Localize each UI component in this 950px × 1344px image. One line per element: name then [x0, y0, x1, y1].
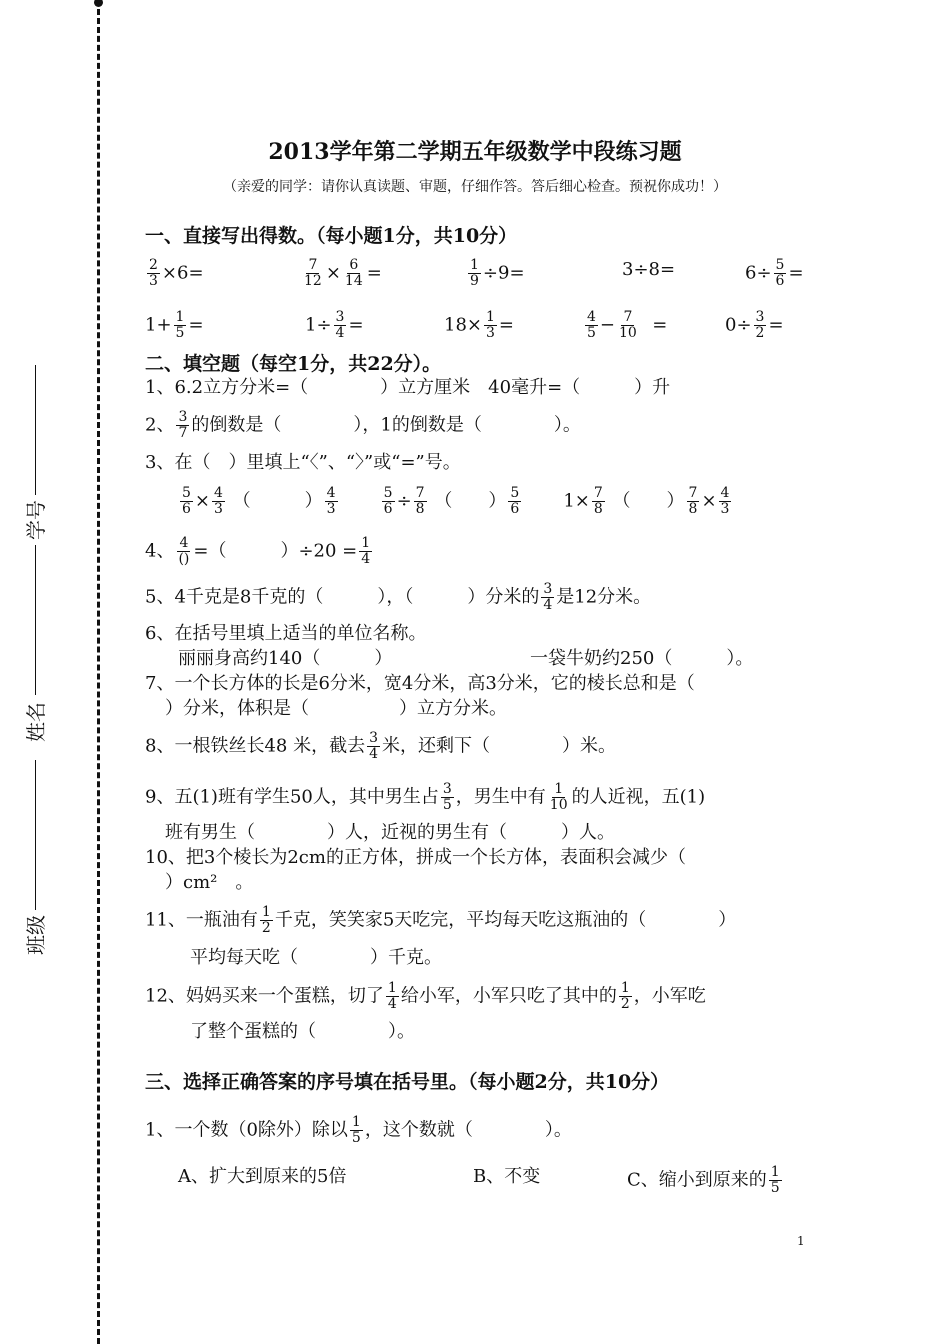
- calc-10: 0÷ $\frac{3}{2}$ =: [725, 309, 784, 341]
- fill-q7-line2: ）分米，体积是（ ）立方分米。: [165, 698, 507, 719]
- choice-q1-option-c[interactable]: C、缩小到原来的 $\frac{1}{5}$: [627, 1164, 780, 1196]
- calc-8: 18× $\frac{1}{3}$ =: [444, 309, 515, 341]
- calc-5: 6÷ $\frac{5}{6}$ =: [745, 257, 804, 289]
- calc-3: $\frac{1}{9}$ ÷9=: [470, 257, 525, 289]
- student-id-label: 学号: [24, 500, 48, 540]
- fill-q9-line2: 班有男生（ ）人，近视的男生有（ ）人。: [165, 822, 615, 843]
- calc-1: $\frac{2}{3}$ ×6=: [149, 257, 204, 289]
- fill-q10-line2: ）cm² 。: [165, 872, 254, 893]
- fill-q8: 8、一根铁丝长48 米，截去 $\frac{3}{4}$ 米，还剩下（ ）米。: [145, 730, 616, 762]
- calc-2: $\frac{7}{12}$ × $\frac{6}{14}$ =: [304, 257, 382, 289]
- fill-q3: 3、在（ ）里填上“〈”、“〉”或“=”号。: [145, 452, 461, 473]
- fill-q11-line2: 平均每天吃（ ）千克。: [190, 947, 442, 968]
- name-line[interactable]: [35, 545, 36, 695]
- calc-7: 1÷ $\frac{3}{4}$ =: [305, 309, 364, 341]
- fill-q9-line1: 9、五(1)班有学生50人，其中男生占 $\frac{3}{5}$ ，男生中有 $\frac{1}{10}$ 的人近视，五(1): [145, 781, 706, 813]
- name-label: 姓名: [24, 702, 48, 742]
- choice-q1: 1、一个数（0除外）除以 $\frac{1}{5}$ ，这个数就（ ）。: [145, 1114, 572, 1146]
- fill-q3-compare-row: $\frac{5}{6}$ × $\frac{4}{3}$ （ ） $\frac{4}{3}$ $\frac{5}{6}$ ÷ $\frac{7}{8}$ （ ） $\frac{5}{6}$ 1× $\frac{7}{8}$ （ ） $\frac{7}{8}$ × $\frac{4}{3}$: [182, 485, 730, 517]
- fill-q4: 4、 $\frac{4}{()}$ =（ ）÷20 = $\frac{1}{4}$: [145, 535, 371, 567]
- fill-q6: 6、在括号里填上适当的单位名称。: [145, 623, 427, 644]
- fill-q1: 1、6.2立方分米=（ ）立方厘米 40毫升=（ ）升: [145, 377, 671, 398]
- page-number: 1: [797, 1234, 805, 1248]
- section-2-heading: 二、填空题（每空1分，共22分）。: [145, 353, 442, 375]
- choice-q1-option-a[interactable]: A、扩大到原来的5倍: [178, 1166, 347, 1187]
- fill-q6-a: 丽丽身高约140（ ）: [178, 648, 393, 669]
- student-id-line[interactable]: [35, 365, 36, 495]
- class-line[interactable]: [35, 760, 36, 910]
- fill-q2: 2、 $\frac{3}{7}$ 的倒数是（ ），1的倒数是（ ）。: [145, 409, 581, 441]
- fill-q12-line2: 了整个蛋糕的（ ）。: [190, 1021, 415, 1042]
- section-1-heading: 一、直接写出得数。（每小题1分，共10分）: [145, 225, 518, 247]
- fill-q11-line1: 11、一瓶油有 $\frac{1}{2}$ 千克，笑笑家5天吃完，平均每天吃这瓶油的（ ）: [145, 904, 737, 936]
- calc-9: $\frac{4}{5}$ − $\frac{7}{10}$ =: [587, 309, 668, 341]
- page-note: （亲爱的同学：请你认真读题、审题，仔细作答。答后细心检查。预祝你成功！）: [223, 179, 727, 195]
- page-title: 2013学年第二学期五年级数学中段练习题: [268, 139, 682, 165]
- fill-q7-line1: 7、一个长方体的长是6分米，宽4分米，高3分米，它的棱长总和是（: [145, 673, 695, 694]
- choice-q1-option-b[interactable]: B、不变: [473, 1166, 541, 1187]
- fill-q10-line1: 10、把3个棱长为2cm的正方体，拼成一个长方体，表面积会减少（: [145, 847, 686, 868]
- section-3-heading: 三、选择正确答案的序号填在括号里。（每小题2分，共10分）: [145, 1071, 670, 1093]
- fill-q5: 5、4千克是8千克的（ ），（ ）分米的 $\frac{3}{4}$ 是12分米。: [145, 581, 652, 613]
- binding-dashed-line: [97, 0, 100, 1344]
- fill-q12-line1: 12、妈妈买来一个蛋糕，切了 $\frac{1}{4}$ 给小军，小军只吃了其中的 $\frac{1}{2}$ ，小军吃: [145, 980, 706, 1012]
- fill-q6-b: 一袋牛奶约250（ ）。: [530, 648, 754, 669]
- calc-4: 3÷8=: [622, 259, 676, 280]
- fraction: $\frac{2}{3}$: [149, 257, 158, 289]
- calc-6: 1+ $\frac{1}{5}$ =: [145, 309, 204, 341]
- class-label: 班级: [24, 915, 48, 955]
